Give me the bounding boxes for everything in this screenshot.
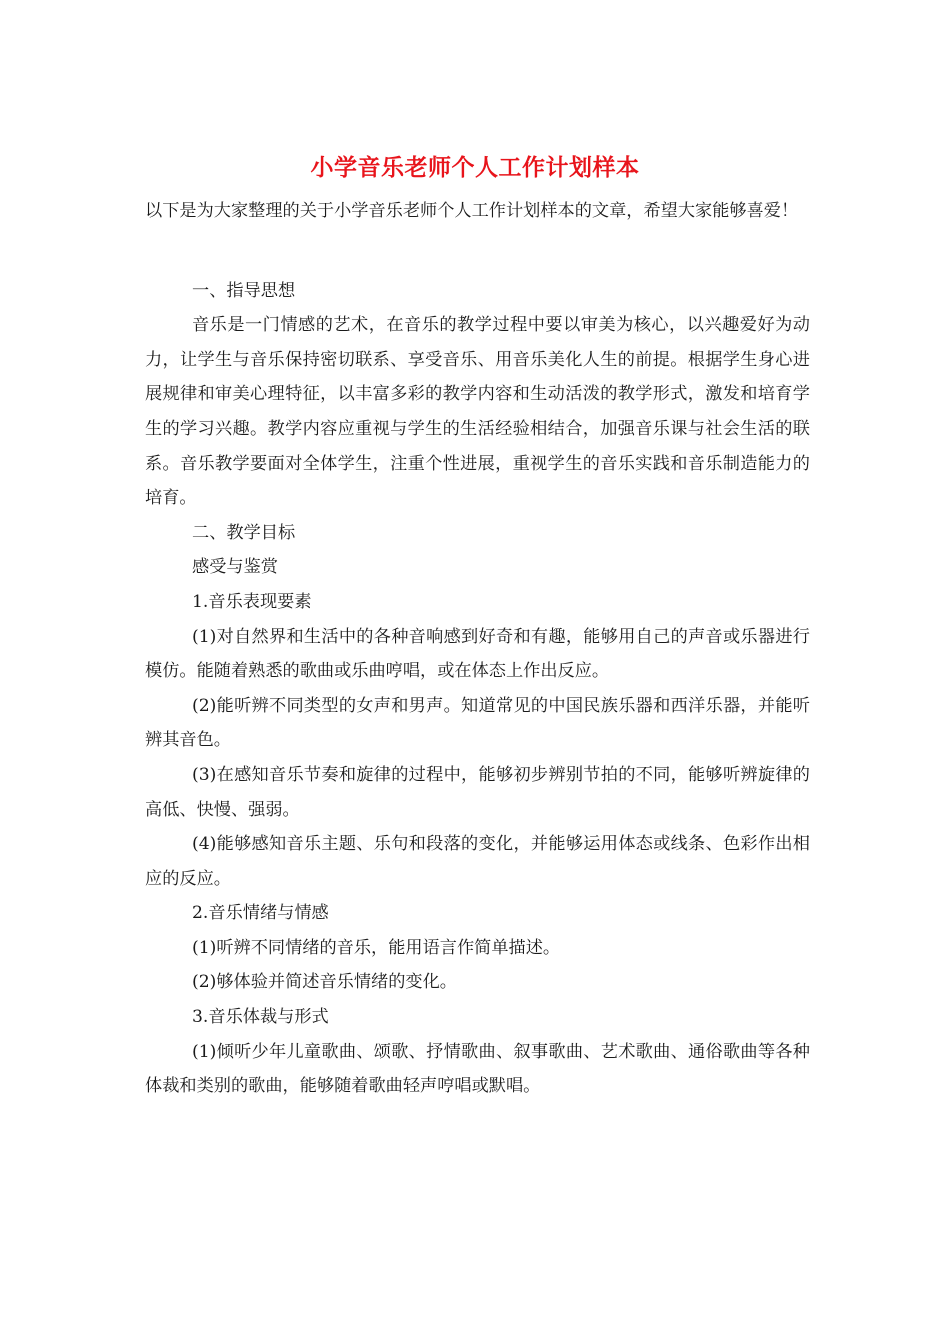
subheading-music-emotion: 2.音乐情绪与情感 [192, 903, 329, 924]
section-heading-guiding-thought: 一、指导思想 [192, 280, 296, 301]
list-item-elements-3: (3)在感知音乐节奏和旋律的过程中，能够初步辨别节拍的不同，能够听辨旋律的高低、快慢、强弱。 [145, 764, 810, 820]
list-item-elements-2: (2)能听辨不同类型的女声和男声。知道常见的中国民族乐器和西洋乐器，并能听辨其音色。 [145, 695, 810, 751]
list-item-elements-1: (1)对自然界和生活中的各种音响感到好奇和有趣，能够用自己的声音或乐器进行模仿。能随着熟悉的歌曲或乐曲哼唱，或在体态上作出反应。 [145, 626, 810, 682]
intro-paragraph: 以下是为大家整理的关于小学音乐老师个人工作计划样本的文章，希望大家能够喜爱！ [145, 201, 799, 221]
list-item-emotion-1: (1)听辨不同情绪的音乐，能用语言作简单描述。 [192, 937, 561, 958]
section-heading-teaching-goals: 二、教学目标 [192, 522, 296, 543]
document-body [145, 194, 810, 1104]
list-item-elements-4: (4)能够感知音乐主题、乐句和段落的变化，并能够运用体态或线条、色彩作出相应的反应。 [145, 834, 810, 889]
list-item-genre-1: (1)倾听少年儿童歌曲、颂歌、抒情歌曲、叙事歌曲、艺术歌曲、通俗歌曲等各种体裁和类别的歌曲，能够随着歌曲轻声哼唱或默唱。 [145, 1041, 810, 1097]
list-item-emotion-2: (2)够体验并简述音乐情绪的变化。 [192, 972, 457, 993]
subheading-music-genre: 3.音乐体裁与形式 [192, 1007, 329, 1028]
subheading-perception-appreciation: 感受与鉴赏 [192, 557, 278, 578]
paragraph-guiding-thought: 音乐是一门情感的艺术，在音乐的教学过程中要以审美为核心，以兴趣爱好为动力，让学生与音乐保持密切联系、享受音乐、用音乐美化人生的前提。根据学生身心进展规律和审美心理特征，以丰富多彩的教学内容和生动活泼的教学形式，激发和培育学生的学习兴趣。教学内容应重视与学生的生活经验相结合，加强音乐课与社会生活的联系。音乐教学要面对全体学生，注重个性进展，重视学生的音乐实践和音乐制造能力的培育。 [145, 315, 810, 509]
document-title: 小学音乐老师个人工作计划样本 [310, 154, 640, 181]
subheading-music-elements: 1.音乐表现要素 [192, 591, 312, 612]
